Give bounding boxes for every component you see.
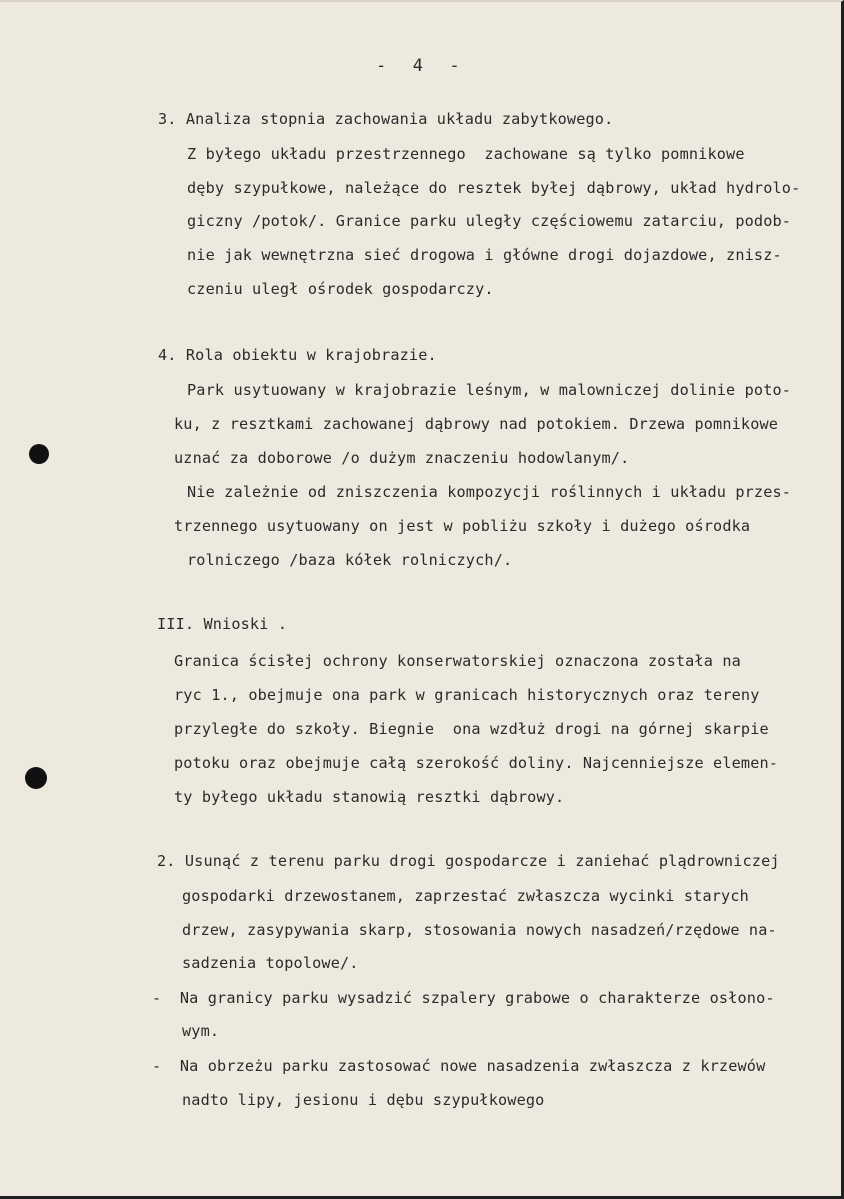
punch-hole <box>25 767 47 789</box>
section-heading: 4. Rola obiektu w krajobrazie. <box>158 346 437 364</box>
text-line: giczny /potok/. Granice parku uległy częściowemu zatarciu, podob- <box>187 212 792 230</box>
text-line: rolniczego /baza kółek rolniczych/. <box>187 551 513 569</box>
text-line: trzennego usytuowany on jest w pobliżu szkoły i dużego ośrodka <box>174 517 751 535</box>
text-line: Granica ścisłej ochrony konserwatorskiej oznaczona została na <box>174 652 741 670</box>
text-line: dęby szypułkowe, należące do resztek byłej dąbrowy, układ hydrolo- <box>187 179 801 197</box>
text-line: wym. <box>182 1022 220 1040</box>
section-heading: III. Wnioski . <box>157 615 288 633</box>
section-heading: 3. Analiza stopnia zachowania układu zabytkowego. <box>158 110 614 128</box>
text-line: Nie zależnie od zniszczenia kompozycji roślinnych i układu przes- <box>187 483 792 501</box>
text-line: ku, z resztkami zachowanej dąbrowy nad potokiem. Drzewa pomnikowe <box>174 415 779 433</box>
page-number: - 4 - <box>376 56 462 76</box>
section-heading: 2. Usunąć z terenu parku drogi gospodarcze i zaniehać plądrowniczej <box>157 852 780 870</box>
text-line: przyległe do szkoły. Biegnie ona wzdłuż drogi na górnej skarpie <box>174 720 769 738</box>
text-line: ryc 1., obejmuje ona park w granicach historycznych oraz tereny <box>174 686 760 704</box>
text-line: uznać za doborowe /o dużym znaczeniu hodowlanym/. <box>174 449 630 467</box>
list-item: - Na obrzeżu parku zastosować nowe nasadzenia zwłaszcza z krzewów <box>152 1057 766 1075</box>
text-line: gospodarki drzewostanem, zaprzestać zwłaszcza wycinki starych <box>182 887 749 905</box>
text-line: nadto lipy, jesionu i dębu szypułkowego <box>182 1091 545 1109</box>
text-line: czeniu uległ ośrodek gospodarczy. <box>187 280 494 298</box>
text-line: ty byłego układu stanowią resztki dąbrowy. <box>174 788 565 806</box>
punch-hole <box>29 444 49 464</box>
text-line: sadzenia topolowe/. <box>182 954 359 972</box>
text-line: Z byłego układu przestrzennego zachowane są tylko pomnikowe <box>187 145 745 163</box>
text-line: Park usytuowany w krajobrazie leśnym, w malowniczej dolinie poto- <box>187 381 792 399</box>
text-line: nie jak wewnętrzna sieć drogowa i główne drogi dojazdowe, znisz- <box>187 246 782 264</box>
list-item: - Na granicy parku wysadzić szpalery grabowe o charakterze osłono- <box>152 989 775 1007</box>
text-line: drzew, zasypywania skarp, stosowania nowych nasadzeń/rzędowe na- <box>182 921 777 939</box>
text-line: potoku oraz obejmuje całą szerokość doliny. Najcenniejsze elemen- <box>174 754 779 772</box>
